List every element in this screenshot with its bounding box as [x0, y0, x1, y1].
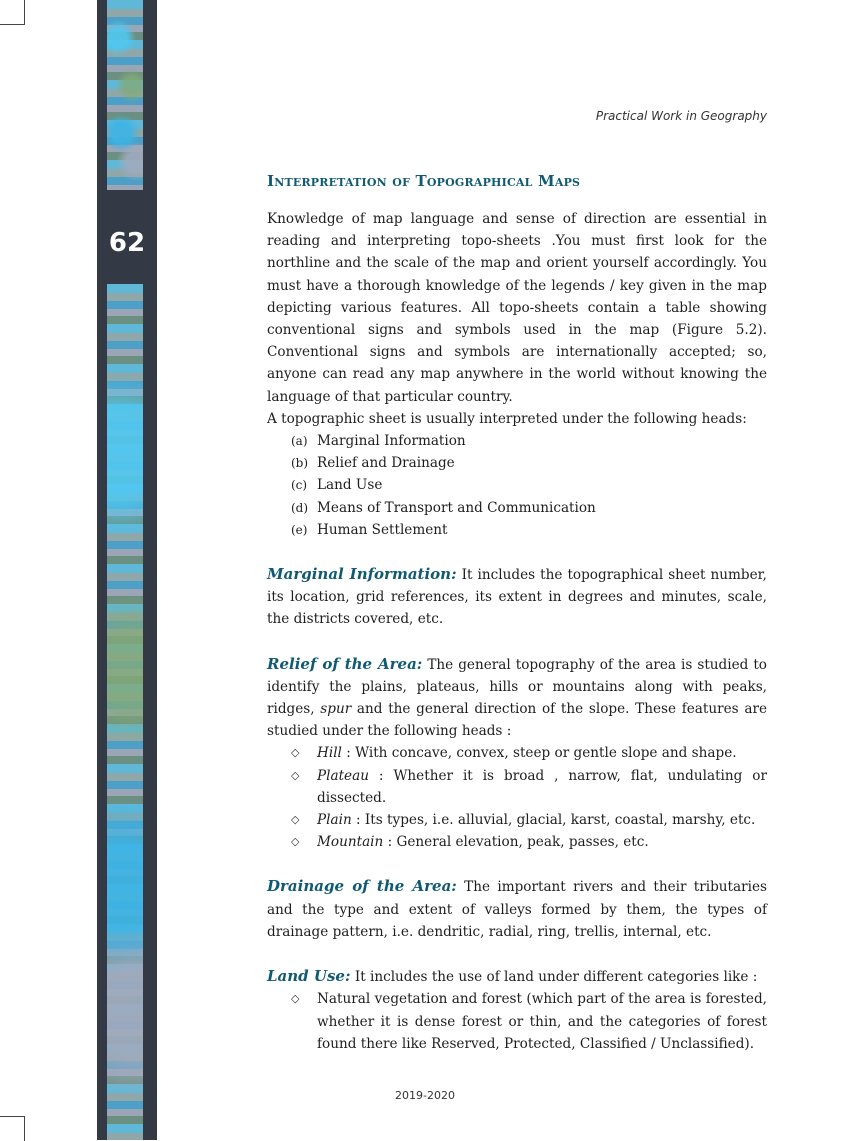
satellite-image-bottom [107, 284, 143, 1140]
list-item [291, 430, 767, 452]
drainage-text: The important rivers and their tributaries and the type and extent of valleys formed by them, the types of drainage pattern, i.e. dendritic, radial, ring, trellis, internal, etc. [267, 879, 767, 940]
list-item-text: Means of Transport and Communication [317, 499, 596, 516]
land-use-paragraph [267, 965, 767, 988]
marginal-info-paragraph [267, 563, 767, 631]
land-use-text: It includes the use of land under different categories like : [350, 969, 758, 986]
relief-list [267, 742, 767, 853]
list-marker: (a) [291, 434, 308, 449]
list-marker: (b) [291, 456, 309, 471]
footer-year: 2019-2020 [395, 1089, 455, 1102]
drainage-paragraph [267, 875, 767, 943]
relief-item-text: : Its types, i.e. alluvial, glacial, karst, coastal, marshy, etc. [351, 812, 756, 829]
list-item [291, 742, 767, 764]
land-use-list [267, 988, 767, 1055]
list-item [291, 831, 767, 853]
relief-paragraph [267, 653, 767, 743]
list-item [291, 809, 767, 831]
section-title: Interpretation of Topographical Maps [267, 172, 581, 190]
side-strip [97, 0, 157, 1140]
satellite-image-top [107, 0, 143, 190]
running-head: Practical Work in Geography [595, 109, 767, 123]
list-marker: (c) [291, 478, 308, 493]
crop-mark-top [0, 0, 25, 25]
land-use-item-text: Natural vegetation and forest (which part of the area is forested, whether it is dense forest or thin, and the categories of forest found there like Reserved, Protected, Classified / Unclassified). [317, 991, 767, 1052]
diamond-bullet-icon: ◇ [291, 835, 300, 849]
crop-mark-bottom [0, 1116, 25, 1141]
list-item-text: Land Use [317, 477, 383, 494]
relief-term: Plain [317, 812, 352, 829]
list-marker: (e) [291, 522, 308, 537]
drainage-heading: Drainage of the Area: [267, 877, 457, 896]
main-content [267, 170, 767, 1055]
list-item [291, 452, 767, 474]
relief-item-text: : General elevation, peak, passes, etc. [383, 834, 649, 851]
intro-paragraph: Knowledge of map language and sense of direction are essential in reading and interpreting topo-sheets .You must first look for the northline and the scale of the map and orient yourself accordingly. You must have a thorough knowledge of the legends / key given in the map depicting various features. All topo-sheets contain a table showing conventional signs and symbols used in the map (Figure 5.2). Conventional signs and symbols are internationally accepted; so, anyone can read any map anywhere in the world without knowing the language of that particular country. [267, 211, 767, 405]
diamond-bullet-icon: ◇ [291, 768, 300, 782]
relief-text-1: The general topography of the area is studied to identify the plains, plateaus, hills or mountains along with peaks, ridges, [267, 656, 767, 718]
list-item [291, 765, 767, 809]
page-number: 62 [108, 228, 146, 258]
relief-item-text: : With concave, convex, steep or gentle slope and shape. [341, 745, 737, 762]
relief-text-2: and the general direction of the slope. These features are studied under the following heads : [267, 701, 767, 740]
list-item [291, 497, 767, 519]
relief-text-em: spur [320, 701, 352, 718]
diamond-bullet-icon: ◇ [291, 992, 300, 1006]
list-item-text: Marginal Information [317, 433, 466, 450]
heads-intro: A topographic sheet is usually interpreted under the following heads: [267, 410, 747, 427]
relief-heading: Relief of the Area: [267, 654, 423, 673]
list-item-text: Human Settlement [317, 521, 448, 538]
list-item [291, 519, 767, 541]
relief-item-text: : Whether it is broad , narrow, flat, undulating or dissected. [317, 767, 767, 806]
list-item [291, 474, 767, 496]
list-item-text: Relief and Drainage [317, 455, 455, 472]
marginal-info-heading: Marginal Information: [267, 565, 457, 584]
list-item [291, 988, 767, 1055]
relief-term: Plateau [317, 767, 369, 784]
land-use-heading: Land Use: [267, 967, 351, 986]
marginal-info-text: It includes the topographical sheet number, its location, grid references, its extent in degrees and minutes, scale, the districts covered, etc. [267, 567, 768, 628]
list-marker: (d) [291, 500, 309, 515]
heads-list [267, 430, 767, 541]
diamond-bullet-icon: ◇ [291, 813, 300, 827]
relief-term: Mountain [317, 834, 384, 851]
relief-term: Hill [317, 745, 342, 762]
diamond-bullet-icon: ◇ [291, 746, 300, 760]
